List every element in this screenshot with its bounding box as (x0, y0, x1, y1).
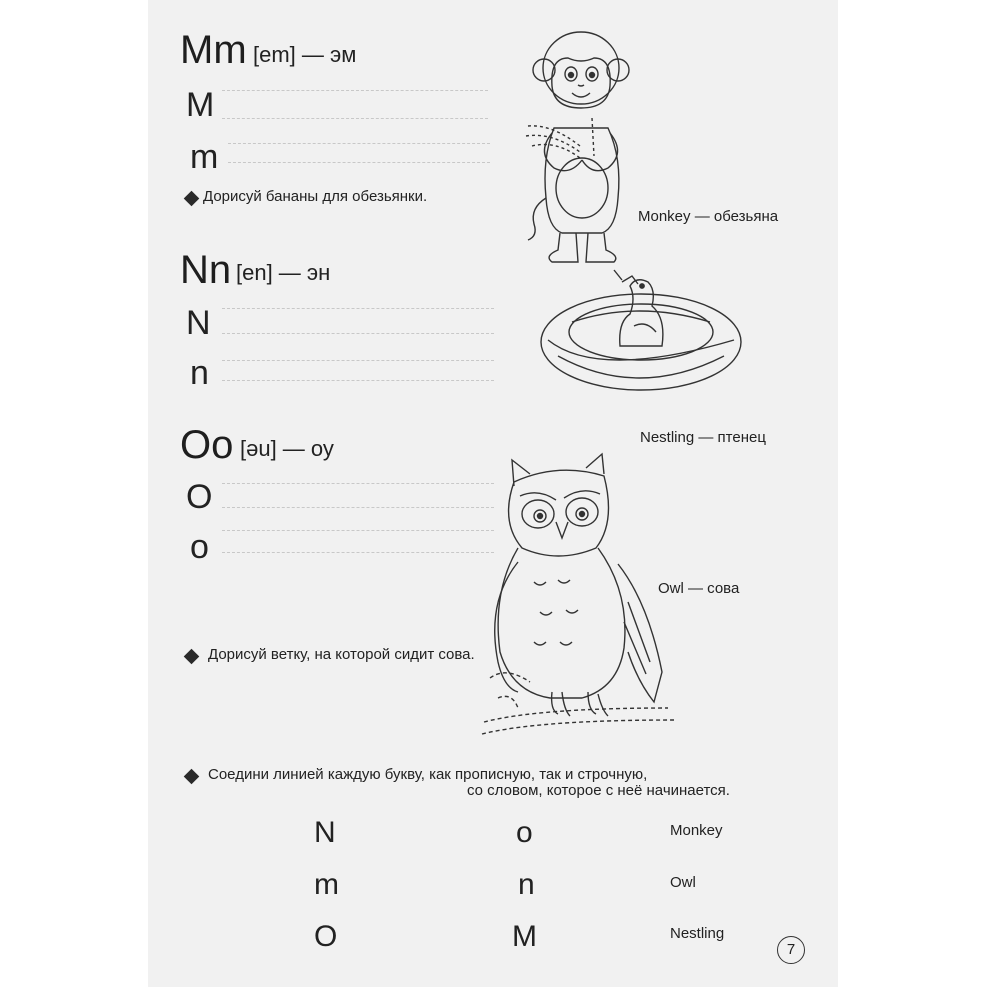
task-bananas: Дорисуй бананы для обезьянки. (203, 188, 428, 205)
writing-line (222, 360, 494, 361)
writing-line (222, 483, 494, 484)
trace-lower-n: n (190, 354, 209, 392)
task-connect-line1: Соедини линией каждую букву, как прописную, так и строчную, (208, 766, 648, 783)
writing-line (222, 530, 494, 531)
writing-line (222, 90, 488, 91)
trace-upper-o: O (186, 478, 213, 516)
monkey-illustration (522, 28, 642, 268)
match-letter: M (512, 920, 537, 953)
writing-line (222, 552, 494, 553)
page-number: 7 (777, 936, 805, 964)
writing-line (228, 162, 490, 163)
match-letter: o (516, 816, 533, 849)
writing-line (222, 308, 494, 309)
task-branch: Дорисуй ветку, на которой сидит сова. (208, 646, 475, 663)
caption-monkey: Monkey — обезьяна (638, 208, 779, 225)
writing-line (222, 507, 494, 508)
caption-owl: Owl — сова (658, 580, 740, 597)
writing-line (222, 380, 494, 381)
nestling-illustration (538, 270, 748, 400)
trace-upper-m: M (186, 86, 215, 124)
writing-line (222, 333, 494, 334)
trace-lower-o: o (190, 528, 209, 566)
match-letter: m (314, 868, 339, 901)
match-word: Owl (670, 874, 696, 891)
caption-nestling: Nestling — птенец (640, 429, 766, 446)
match-letter: N (314, 816, 336, 849)
match-word: Nestling (670, 925, 725, 942)
transcription-m: [em] — эм (253, 42, 357, 67)
trace-lower-m: m (190, 138, 219, 176)
letter-title-o: Oo (180, 423, 234, 467)
transcription-o: [əu] — оу (240, 436, 334, 461)
writing-line (222, 118, 488, 119)
letter-title-m: Mm (180, 28, 247, 72)
match-letter: O (314, 920, 338, 953)
match-letter: n (518, 868, 535, 901)
transcription-n: [en] — эн (236, 260, 331, 285)
owl-illustration (478, 452, 678, 742)
task-connect-line2: со словом, которое с неё начинается. (467, 782, 730, 799)
writing-line (228, 143, 490, 144)
match-word: Monkey (670, 822, 723, 839)
letter-title-n: Nn (180, 248, 232, 292)
trace-upper-n: N (186, 304, 211, 342)
